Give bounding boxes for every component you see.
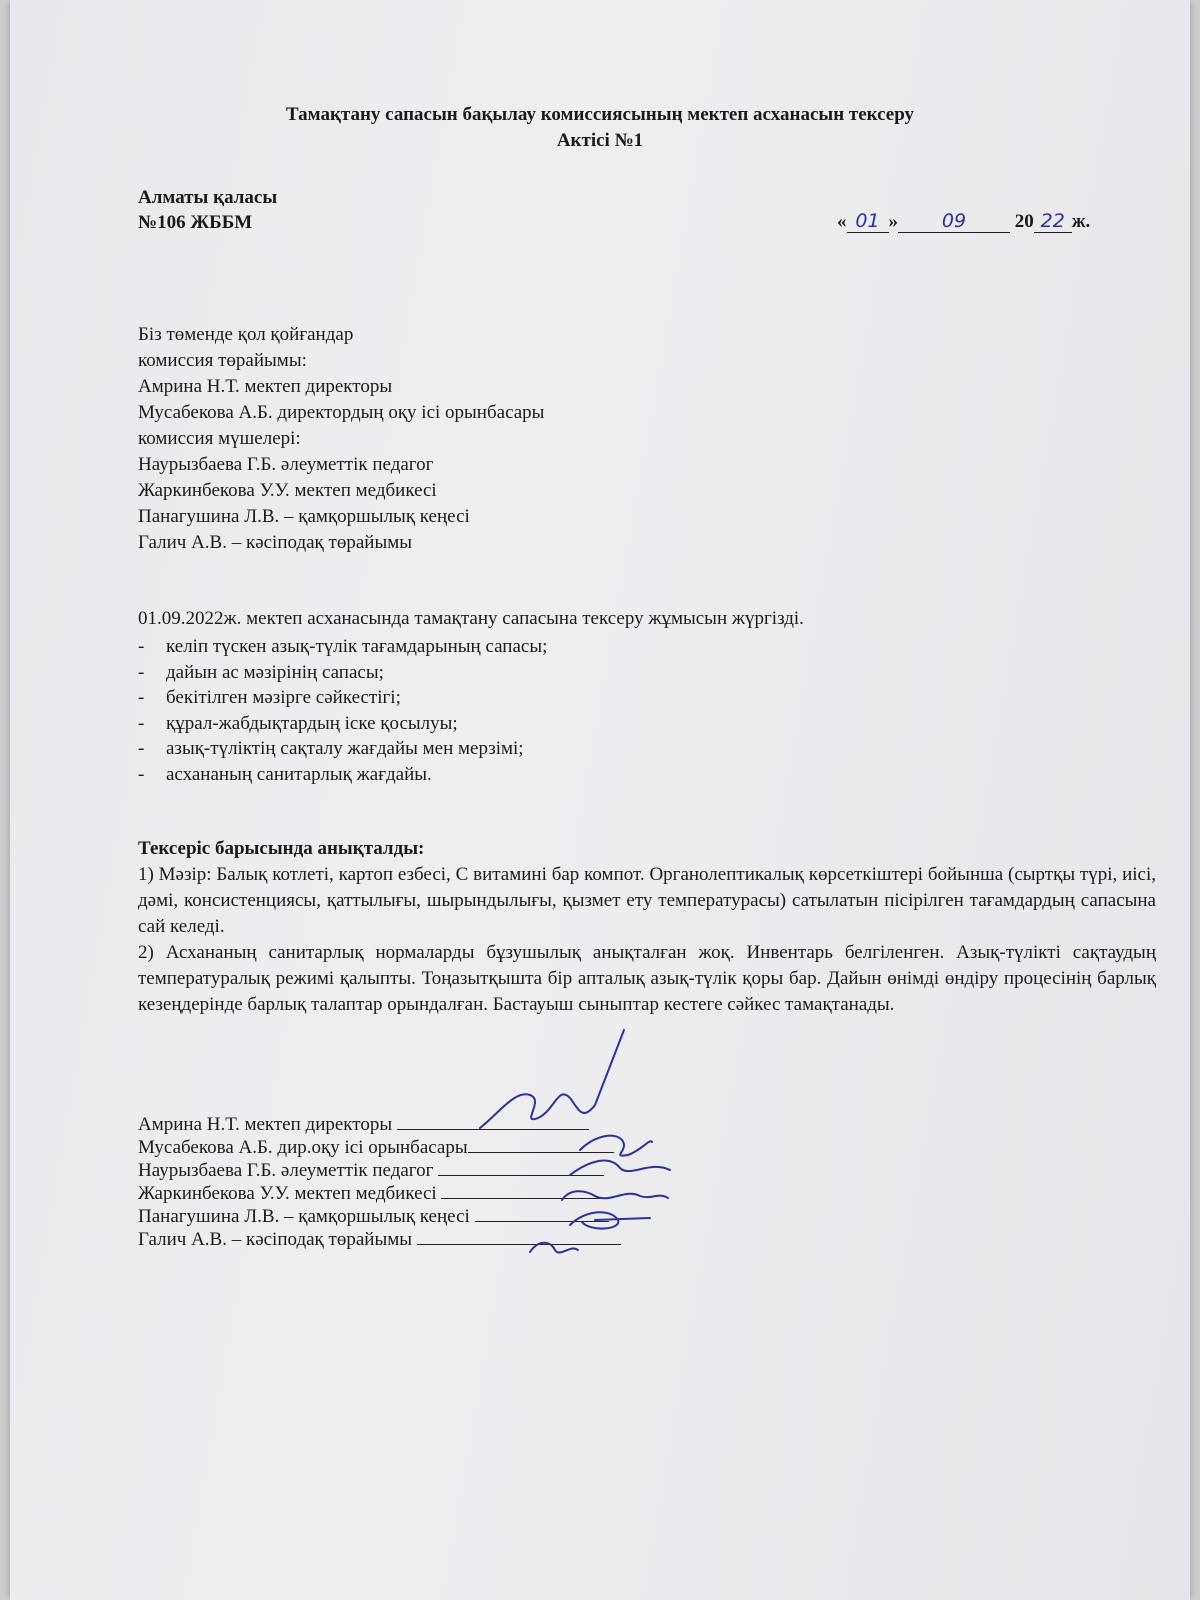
intro-line: Біз төменде қол қойғандар <box>138 324 354 345</box>
document-title <box>130 102 1070 154</box>
date-year-handwritten: 22 <box>1034 210 1072 233</box>
date-day-handwritten: 01 <box>847 210 889 233</box>
list-item: - келіп түскен азық-түлік тағамдарының сапасы; <box>138 636 548 657</box>
signature-line <box>441 1182 603 1199</box>
date-open-quote: « <box>837 211 847 232</box>
document-sheet <box>10 0 1190 1600</box>
signature-block <box>138 1113 621 1251</box>
intro-line: Наурызбаева Г.Б. әлеуметтік педагог <box>138 454 434 475</box>
intro-line: комиссия төрайымы: <box>138 350 307 371</box>
date-year-prefix: 20 <box>1014 211 1034 232</box>
inspection-sentence: 01.09.2022ж. мектеп асханасында тамақтану сапасына тексеру жұмысын жүргізді. <box>138 608 804 629</box>
signature-row: Панагушина Л.В. – қамқоршылық кеңесі <box>138 1205 621 1228</box>
intro-line: Галич А.В. – кәсіподақ төрайымы <box>138 532 412 553</box>
intro-line: комиссия мүшелері: <box>138 428 301 449</box>
signature-row: Наурызбаева Г.Б. әлеуметтік педагог <box>138 1159 621 1182</box>
date-year-end: ж. <box>1071 211 1091 232</box>
signature-line <box>417 1228 621 1245</box>
signature-row: Амрина Н.Т. мектеп директоры <box>138 1113 621 1136</box>
date-month-handwritten: 09 <box>898 210 1010 233</box>
signature-row: Галич А.В. – кәсіподақ төрайымы <box>138 1228 621 1251</box>
signature-line <box>397 1113 589 1130</box>
signature-line <box>475 1205 609 1222</box>
signature-row: Жаркинбекова У.У. мектеп медбикесі <box>138 1182 621 1205</box>
findings-heading: Тексеріс барысында анықталды: <box>138 838 425 859</box>
document-date <box>837 210 1090 233</box>
findings-section <box>138 836 1156 1018</box>
signature-line <box>438 1159 604 1176</box>
handwritten-signatures <box>10 0 1190 1600</box>
list-item: - асхананың санитарлық жағдайы. <box>138 763 432 785</box>
list-item: - бекітілген мәзірге сәйкестігі; <box>138 687 401 708</box>
city-label: Алматы қаласы <box>138 187 278 208</box>
title-line-1: Тамақтану сапасын бақылау комиссиясының мектеп асханасын тексеру <box>285 104 915 125</box>
school-label: №106 ЖББМ <box>138 212 253 233</box>
finding-paragraph: 2) Асхананың санитарлық нормаларды бұзушылық анықталған жоқ. Инвентарь белгіленген. Азық-түлікті сақтаудың температуралық режимі қалыпты. Тоңазытқышта бір апталық азық-түлік қоры бар. Дайын өнімді өндіру процесінің барлық кезеңдерінде барлық талаптар орындалған. Бастауыш сыныптар кестеге сәйкес тамақтанады. <box>138 942 1156 1015</box>
signature-row: Мусабекова А.Б. дир.оқу ісі орынбасары <box>138 1136 621 1159</box>
checklist <box>138 634 547 787</box>
intro-line: Жаркинбекова У.У. мектеп медбикесі <box>138 480 437 501</box>
finding-paragraph: 1) Мәзір: Балық котлеті, картоп езбесі, С витамині бар компот. Органолептикалық көрсеткіштері бойынша (сыртқы түрі, иісі, дәмі, консистенциясы, қаттылығы, шырындылығы, қызмет ету температурасы) сатылатын пісірілген тағамдардың сапасына сай келеді. <box>138 864 1156 937</box>
intro-line: Мусабекова А.Б. директордың оқу ісі орынбасары <box>138 402 545 423</box>
intro-block <box>138 322 544 556</box>
title-line-2: Актісі №1 <box>556 130 644 151</box>
list-item: - құрал-жабдықтардың іске қосылуы; <box>138 712 458 734</box>
list-item: - азық-түліктің сақталу жағдайы мен мерзімі; <box>138 738 524 759</box>
list-item: - дайын ас мәзірінің сапасы; <box>138 661 384 683</box>
intro-line: Амрина Н.Т. мектеп директоры <box>138 376 393 397</box>
signature-line <box>468 1136 614 1153</box>
intro-line: Панагушина Л.В. – қамқоршылық кеңесі <box>138 506 470 527</box>
date-close-quote: » <box>888 211 898 232</box>
